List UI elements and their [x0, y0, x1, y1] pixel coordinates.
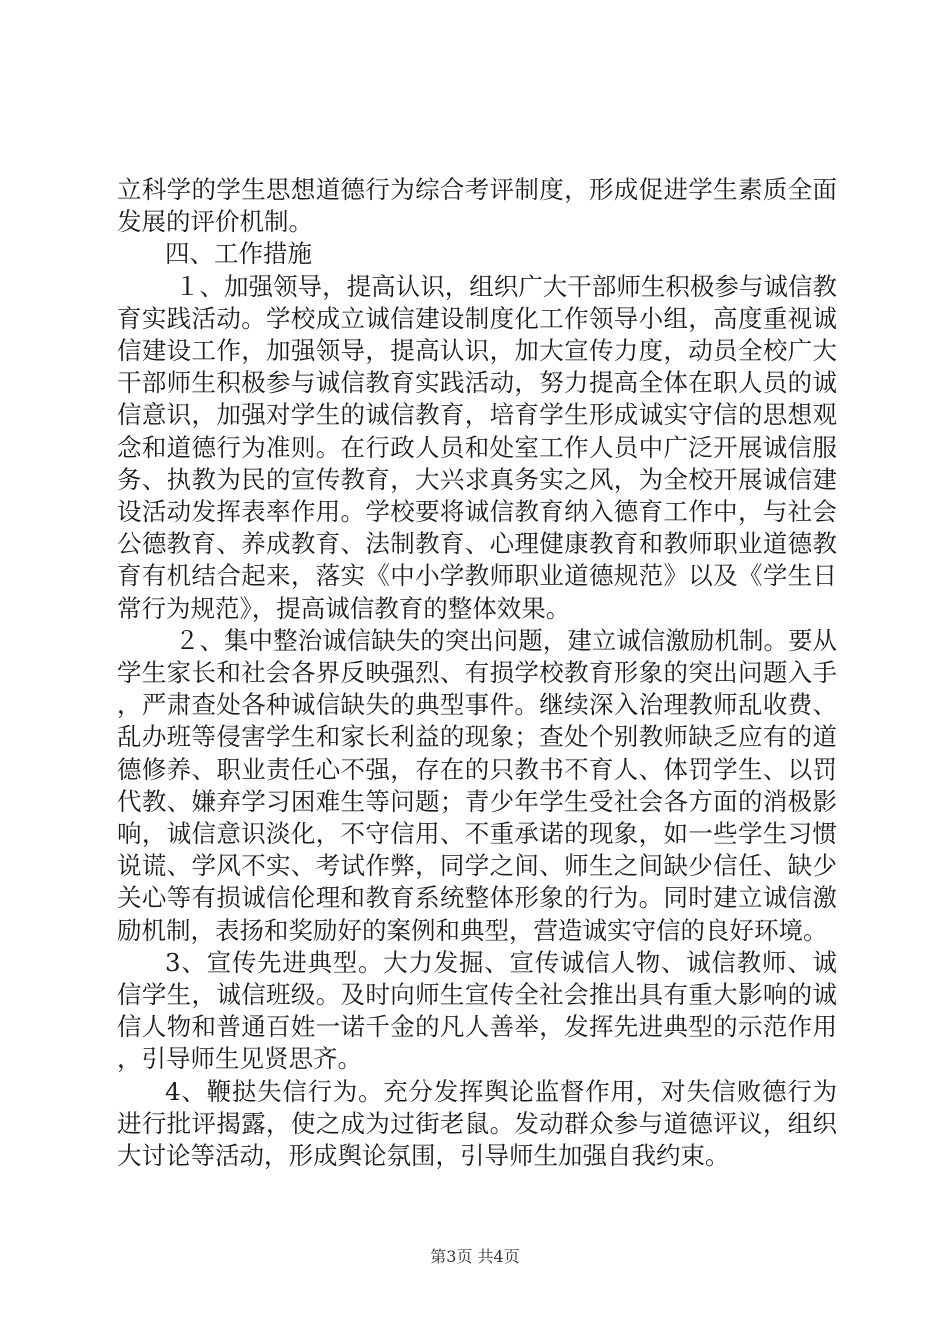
paragraph-continuation: 立科学的学生思想道德行为综合考评制度，形成促进学生素质全面发展的评价机制。	[117, 175, 837, 237]
section-heading-work-measures: 四、工作措施	[165, 239, 312, 269]
page-footer: 第3页 共4页	[430, 1247, 520, 1266]
paragraph-measure-1: １、加强领导，提高认识，组织广大干部师生积极参与诚信教育实践活动。学校成立诚信建设制度化工作领导小组，高度重视诚信建设工作，加强领导，提高认识，加大宣传力度，动员全校广大干部师生积极参与诚信教育实践活动，努力提高全体在职人员的诚信意识，加强对学生的诚信教育，培育学生形成诚实守信的思想观念和道德行为准则。在行政人员和处室工作人员中广泛开展诚信服务、执教为民的宣传教育，大兴求真务实之风，为全校开展诚信建设活动发挥表率作用。学校要将诚信教育纳入德育工作中，与社会公德教育、养成教育、法制教育、心理健康教育和教师职业道德教育有机结合起来，落实《中小学教师职业道德规范》以及《学生日常行为规范》，提高诚信教育的整体效果。	[117, 271, 837, 623]
document-body	[117, 174, 837, 1172]
paragraph-measure-3: 3、宣传先进典型。大力发掘、宣传诚信人物、诚信教师、诚信学生，诚信班级。及时向师生宣传全社会推出具有重大影响的诚信人物和普通百姓一诺千金的凡人善举，发挥先进典型的示范作用，引导师生见贤思齐。	[117, 947, 837, 1074]
paragraph-measure-2: ２、集中整治诚信缺失的突出问题，建立诚信激励机制。要从学生家长和社会各界反映强烈、有损学校教育形象的突出问题入手，严肃查处各种诚信缺失的典型事件。继续深入治理教师乱收费、乱办班等侵害学生和家长利益的现象；查处个别教师缺乏应有的道德修养、职业责任心不强，存在的只教书不育人、体罚学生、以罚代教、嫌弃学习困难生等问题；青少年学生受社会各方面的消极影响，诚信意识淡化，不守信用、不重承诺的现象，如一些学生习惯说谎、学风不实、考试作弊，同学之间、师生之间缺少信任、缺少关心等有损诚信伦理和教育系统整体形象的行为。同时建立诚信激励机制，表扬和奖励好的案例和典型，营造诚实守信的良好环境。	[117, 625, 837, 945]
paragraph-measure-4: 4、鞭挞失信行为。充分发挥舆论监督作用，对失信败德行为进行批评揭露，使之成为过街老鼠。发动群众参与道德评议，组织大讨论等活动，形成舆论氛围，引导师生加强自我约束。	[117, 1076, 837, 1171]
